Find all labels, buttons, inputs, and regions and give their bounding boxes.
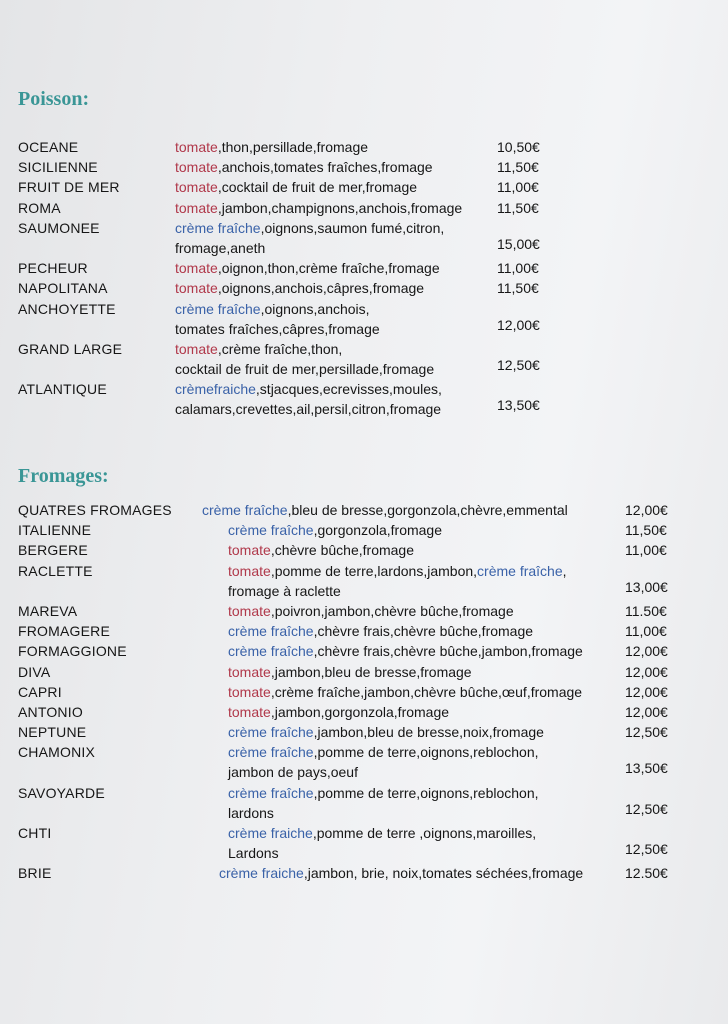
item-price: 12,50€ <box>625 724 668 741</box>
ingredient-text: ,bleu de bresse,gorgonzola,chèvre,emmental <box>287 502 568 518</box>
ingredient-text: tomates fraîches,câpres,fromage <box>175 320 380 337</box>
menu-item <box>0 742 728 762</box>
menu-item-continuation <box>0 399 728 419</box>
item-name: MAREVA <box>18 602 78 619</box>
item-ingredients <box>228 702 449 722</box>
item-ingredients <box>175 399 441 419</box>
ingredient-text: ,pomme de terre ,oignons,maroilles, <box>312 825 537 841</box>
menu-item-continuation <box>0 843 728 863</box>
menu-item <box>0 500 728 520</box>
ingredient-text: ,oignons,anchois, <box>260 300 370 317</box>
ingredient-text: ,cocktail de fruit de mer,fromage <box>217 179 418 196</box>
item-name: FORMAGGIONE <box>18 643 127 660</box>
item-ingredients <box>175 177 417 197</box>
item-name: BRIE <box>18 865 52 882</box>
ingredient-text: ,jambon, brie, noix,tomates séchées,fromage <box>303 865 584 882</box>
item-ingredients <box>228 540 414 560</box>
item-ingredients <box>175 238 265 258</box>
menu-item <box>0 863 728 883</box>
item-price: 13,00€ <box>625 578 668 595</box>
ingredient-text: lardons <box>228 804 274 821</box>
menu-item <box>0 379 728 399</box>
item-ingredients <box>175 258 440 278</box>
menu-item <box>0 157 728 177</box>
ingredient-text: ,jambon,champignons,anchois,fromage <box>217 199 463 216</box>
item-ingredients <box>175 359 434 379</box>
ingredient-text: ,pomme de terre,oignons,reblochon, <box>313 744 539 761</box>
item-ingredients <box>228 621 533 641</box>
item-price: 11,00€ <box>625 542 667 559</box>
item-price: 13,50€ <box>497 397 540 414</box>
item-name: CHTI <box>18 825 52 841</box>
ingredient-text: ,stjacques,ecrevisses,moules, <box>255 381 442 398</box>
item-name: NEPTUNE <box>18 724 87 741</box>
menu-item <box>0 702 728 722</box>
item-price: 12.50€ <box>625 865 668 882</box>
item-ingredients <box>228 662 472 682</box>
base-sauce-text: crème fraîche <box>175 300 261 317</box>
base-sauce-text: tomate <box>175 260 218 277</box>
ingredient-text: ,poivron,jambon,chèvre bûche,fromage <box>270 602 514 619</box>
menu-item <box>0 722 728 742</box>
menu-item <box>0 641 728 661</box>
item-name: RACLETTE <box>18 562 93 579</box>
ingredient-text: Lardons <box>228 845 279 862</box>
item-price: 12,00€ <box>625 663 668 680</box>
menu-item <box>0 540 728 560</box>
item-ingredients <box>175 198 462 218</box>
ingredient-text: ,crème fraîche,jambon,chèvre bûche,œuf,fromage <box>270 683 583 700</box>
item-price: 11,50€ <box>497 199 539 216</box>
item-name: QUATRES FROMAGES <box>18 502 172 518</box>
ingredient-text: ,jambon,gorgonzola,fromage <box>270 703 450 720</box>
item-price: 12,00€ <box>497 316 540 333</box>
base-sauce-text: crème fraîche <box>228 522 314 539</box>
base-sauce-text: crème fraîche <box>228 744 314 761</box>
base-sauce-text: tomate <box>228 663 271 680</box>
item-price: 12,50€ <box>625 841 668 858</box>
item-ingredients <box>228 581 341 601</box>
section-heading-poisson: Poisson: <box>18 88 90 110</box>
ingredient-text: ,jambon,bleu de bresse,fromage <box>270 663 472 680</box>
menu-item <box>0 198 728 218</box>
ingredient-text: ,oignons,saumon fumé,citron, <box>260 219 445 236</box>
item-price: 12,00€ <box>625 643 668 660</box>
base-sauce-text: tomate <box>228 683 271 700</box>
menu-item <box>0 662 728 682</box>
item-ingredients <box>175 299 370 319</box>
menu-item <box>0 339 728 359</box>
poisson-list <box>0 137 728 420</box>
base-sauce-text: crème fraîche <box>228 623 314 640</box>
item-ingredients <box>228 601 514 621</box>
menu-item <box>0 299 728 319</box>
item-name: SAVOYARDE <box>18 784 105 801</box>
item-ingredients <box>228 722 544 742</box>
item-name: ROMA <box>18 199 61 216</box>
base-sauce-text: crème fraîche <box>477 562 563 579</box>
base-sauce-text: tomate <box>175 340 218 357</box>
item-ingredients <box>228 783 539 803</box>
item-price: 12,00€ <box>625 703 668 720</box>
item-ingredients <box>228 742 539 762</box>
item-ingredients <box>175 339 342 359</box>
item-price: 11,50€ <box>625 522 667 539</box>
ingredient-text: fromage à raclette <box>228 582 341 599</box>
item-name: OCEANE <box>18 139 79 155</box>
item-name: SAUMONEE <box>18 219 100 236</box>
ingredient-text: calamars,crevettes,ail,persil,citron,fromage <box>175 401 442 418</box>
item-name: CAPRI <box>18 683 62 700</box>
item-name: SICILIENNE <box>18 159 98 176</box>
item-ingredients <box>228 641 583 661</box>
base-sauce-text: crème fraîche <box>202 502 288 518</box>
item-ingredients <box>228 823 536 843</box>
menu-item-continuation <box>0 578 728 601</box>
menu-item-continuation <box>0 359 728 379</box>
base-sauce-text: crèmefraiche <box>175 381 256 398</box>
base-sauce-text: tomate <box>175 139 218 155</box>
ingredient-text: ,anchois,tomates fraîches,fromage <box>217 159 433 176</box>
base-sauce-text: crème fraiche <box>228 825 313 841</box>
item-ingredients <box>202 500 568 520</box>
item-price: 11,50€ <box>497 280 539 297</box>
menu-item-continuation <box>0 800 728 823</box>
item-price: 11,00€ <box>497 260 539 277</box>
base-sauce-text: tomate <box>175 159 218 176</box>
ingredient-text: ,pomme de terre,lardons,jambon, <box>270 562 478 579</box>
item-name: ITALIENNE <box>18 522 92 539</box>
item-ingredients <box>228 762 358 782</box>
base-sauce-text: crème fraîche <box>228 784 314 801</box>
menu-item <box>0 137 728 157</box>
item-name: ATLANTIQUE <box>18 381 107 398</box>
base-sauce-text: crème fraîche <box>175 219 261 236</box>
item-ingredients <box>175 218 444 238</box>
base-sauce-text: tomate <box>228 602 271 619</box>
item-ingredients <box>175 379 442 399</box>
ingredient-text: ,thon,persillade,fromage <box>217 139 369 155</box>
item-name: FROMAGERE <box>18 623 111 640</box>
base-sauce-text: tomate <box>175 280 218 297</box>
base-sauce-text: tomate <box>175 199 218 216</box>
item-price: 11,00€ <box>625 623 667 640</box>
menu-item <box>0 520 728 540</box>
menu-item <box>0 601 728 621</box>
item-ingredients <box>175 278 424 298</box>
item-name: ANCHOYETTE <box>18 300 116 317</box>
item-price: 12,50€ <box>625 800 668 817</box>
ingredient-text: fromage,aneth <box>175 239 266 256</box>
ingredient-text: ,chèvre bûche,fromage <box>270 542 415 559</box>
base-sauce-text: crème fraiche <box>219 865 304 882</box>
item-ingredients <box>228 682 582 702</box>
ingredient-text: , <box>562 562 567 579</box>
item-price: 12,50€ <box>497 357 540 374</box>
menu-item <box>0 621 728 641</box>
item-name: BERGERE <box>18 542 88 559</box>
item-price: 12,00€ <box>625 502 668 518</box>
ingredient-text: ,pomme de terre,oignons,reblochon, <box>313 784 539 801</box>
ingredient-text: ,oignon,thon,crème fraîche,fromage <box>217 260 440 277</box>
item-name: ANTONIO <box>18 703 83 720</box>
ingredient-text: ,gorgonzola,fromage <box>313 522 443 539</box>
base-sauce-text: tomate <box>228 562 271 579</box>
ingredient-text: ,oignons,anchois,câpres,fromage <box>217 280 425 297</box>
item-price: 12,00€ <box>625 683 668 700</box>
menu-item <box>0 258 728 278</box>
ingredient-text: ,chèvre frais,chèvre bûche,jambon,fromage <box>313 643 583 660</box>
item-ingredients <box>228 843 279 863</box>
item-price: 11.50€ <box>625 602 667 619</box>
item-ingredients <box>175 157 433 177</box>
menu-item-continuation <box>0 316 728 339</box>
ingredient-text: ,chèvre frais,chèvre bûche,fromage <box>313 623 534 640</box>
item-name: CHAMONIX <box>18 744 96 761</box>
item-name: NAPOLITANA <box>18 280 108 297</box>
base-sauce-text: tomate <box>228 703 271 720</box>
ingredient-text: ,jambon,bleu de bresse,noix,fromage <box>313 724 544 741</box>
menu-item <box>0 218 728 238</box>
ingredient-text: jambon de pays,oeuf <box>228 764 358 781</box>
menu-item <box>0 177 728 197</box>
item-price: 13,50€ <box>625 760 668 777</box>
menu-item <box>0 783 728 803</box>
menu-item-continuation <box>0 762 728 782</box>
menu-item <box>0 823 728 843</box>
item-price: 11,50€ <box>497 159 539 176</box>
base-sauce-text: crème fraîche <box>228 724 314 741</box>
menu-item <box>0 561 728 581</box>
fromages-list <box>0 500 728 884</box>
menu-item-continuation <box>0 235 728 258</box>
item-price: 11,00€ <box>497 179 539 196</box>
item-ingredients <box>175 319 380 339</box>
ingredient-text: ,crème fraîche,thon, <box>217 340 343 357</box>
item-name: PECHEUR <box>18 260 88 277</box>
item-price: 15,00€ <box>497 235 540 252</box>
item-ingredients <box>228 561 567 581</box>
item-name: DIVA <box>18 663 51 680</box>
base-sauce-text: tomate <box>175 179 218 196</box>
item-price: 10,50€ <box>497 139 540 155</box>
item-ingredients <box>228 520 442 540</box>
item-ingredients <box>228 803 274 823</box>
item-ingredients <box>219 863 583 883</box>
ingredient-text: cocktail de fruit de mer,persillade,fromage <box>175 361 435 378</box>
base-sauce-text: tomate <box>228 542 271 559</box>
section-heading-fromages: Fromages: <box>18 465 109 487</box>
menu-item <box>0 682 728 702</box>
item-name: GRAND LARGE <box>18 340 123 357</box>
item-name: FRUIT DE MER <box>18 179 120 196</box>
base-sauce-text: crème fraîche <box>228 643 314 660</box>
item-ingredients <box>175 137 368 157</box>
menu-item <box>0 278 728 298</box>
